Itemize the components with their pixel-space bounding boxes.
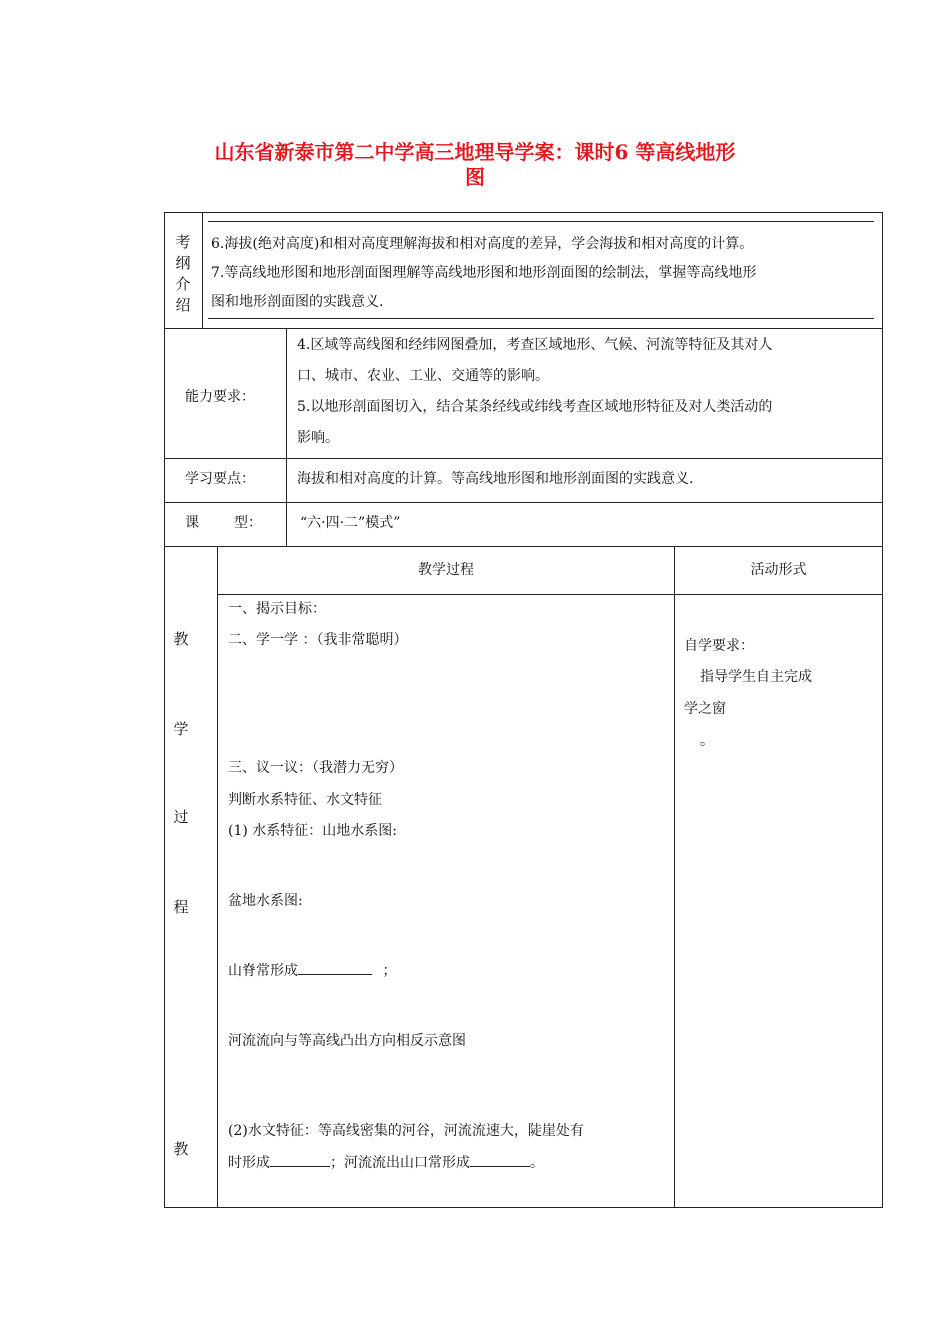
exam-outline-item-6: 6.海拔(绝对高度)和相对高度理解海拔和相对高度的差异，学会海拔和相对高度的计算。 xyxy=(211,236,754,252)
exam-outline-content xyxy=(211,230,879,317)
lesson-type-content: “六·四·二”模式” xyxy=(300,515,401,531)
ability-line: 口、城市、农业、工业、交通等的影响。 xyxy=(297,368,549,384)
divider xyxy=(164,546,883,547)
header-teaching-process: 教学过程 xyxy=(418,562,474,578)
divider xyxy=(674,546,675,1207)
activity-item: 自学要求： xyxy=(684,638,754,654)
fill-blank[interactable] xyxy=(470,1152,530,1167)
ability-line: 5.以地形剖面图切入，结合某条经线或纬线考查区域地形特征及对人类活动的 xyxy=(297,399,773,415)
process-step: 二、学一学 ：（我非常聪明） xyxy=(228,632,408,648)
fill-blank[interactable] xyxy=(270,1152,330,1167)
teaching-side-char: 学 xyxy=(173,720,189,738)
key-points-content: 海拔和相对高度的计算。等高线地形图和地形剖面图的实践意义. xyxy=(297,471,694,487)
ability-content xyxy=(297,330,875,454)
process-text: 时形成 xyxy=(228,1155,270,1171)
table-border-left xyxy=(164,212,165,1208)
divider xyxy=(164,458,883,459)
divider xyxy=(208,221,874,222)
page-title-line2: 图 xyxy=(465,165,485,189)
activity-item: 。 xyxy=(700,733,714,749)
ability-line: 影响。 xyxy=(297,430,339,446)
teaching-side-char: 过 xyxy=(173,808,189,826)
process-step: 三、议一议：（我潜力无穷） xyxy=(228,760,403,776)
label-char: 绍 xyxy=(175,296,191,314)
table-border-top xyxy=(164,212,883,213)
process-step: (2)水文特征：等高线密集的河谷，河流流速大，陡崖处有 xyxy=(228,1123,584,1139)
activity-item: 指导学生自主完成 xyxy=(700,669,812,685)
divider xyxy=(286,328,287,546)
process-step: 一、揭示目标： xyxy=(228,601,326,617)
process-step: 盆地水系图: xyxy=(228,893,303,909)
exam-outline-label xyxy=(168,232,198,316)
divider xyxy=(217,546,218,1207)
teaching-side-char: 教 xyxy=(173,1140,189,1158)
lesson-type-label-a: 课 xyxy=(185,515,199,531)
key-points-label: 学习要点： xyxy=(185,471,255,487)
header-activity-form: 活动形式 xyxy=(750,562,807,578)
label-char: 介 xyxy=(175,275,191,293)
teaching-side-char: 程 xyxy=(173,898,189,916)
process-text: 山脊常形成 xyxy=(228,963,298,979)
table-border-bottom xyxy=(164,1207,883,1208)
process-step: 判断水系特征、水文特征 xyxy=(228,792,382,808)
activity-item: 学之窗 xyxy=(684,701,726,717)
process-step: 河流流向与等高线凸出方向相反示意图 xyxy=(228,1033,466,1049)
divider xyxy=(164,328,883,329)
lesson-type-label-b: 型： xyxy=(234,515,262,531)
process-text: ； xyxy=(382,963,397,979)
label-char: 纲 xyxy=(175,254,191,272)
fill-blank[interactable] xyxy=(298,960,372,975)
exam-outline-item-7-line1: 7.等高线地形图和地形剖面图理解等高线地形图和地形剖面图的绘制法，掌握等高线地形 xyxy=(211,265,757,281)
process-text: 。 xyxy=(530,1155,544,1171)
process-fill-line xyxy=(228,957,396,986)
exam-outline-item-7-line2: 图和地形剖面图的实践意义. xyxy=(211,294,384,310)
divider xyxy=(164,502,883,503)
divider xyxy=(208,318,874,319)
process-fill-line xyxy=(228,1149,544,1178)
page-title-line1: 山东省新泰市第二中学高三地理导学案：课时6 等高线地形 xyxy=(214,140,736,164)
table-border-right xyxy=(882,212,883,1208)
teaching-side-char: 教 xyxy=(173,630,189,648)
process-text: ；河流流出山口常形成 xyxy=(330,1155,470,1171)
ability-label: 能力要求： xyxy=(185,389,255,405)
ability-line: 4.区域等高线图和经纬网图叠加，考查区域地形、气候、河流等特征及其对人 xyxy=(297,337,773,353)
process-step: (1) 水系特征：山地水系图: xyxy=(228,823,397,839)
divider xyxy=(202,212,203,328)
label-char: 考 xyxy=(175,233,191,251)
